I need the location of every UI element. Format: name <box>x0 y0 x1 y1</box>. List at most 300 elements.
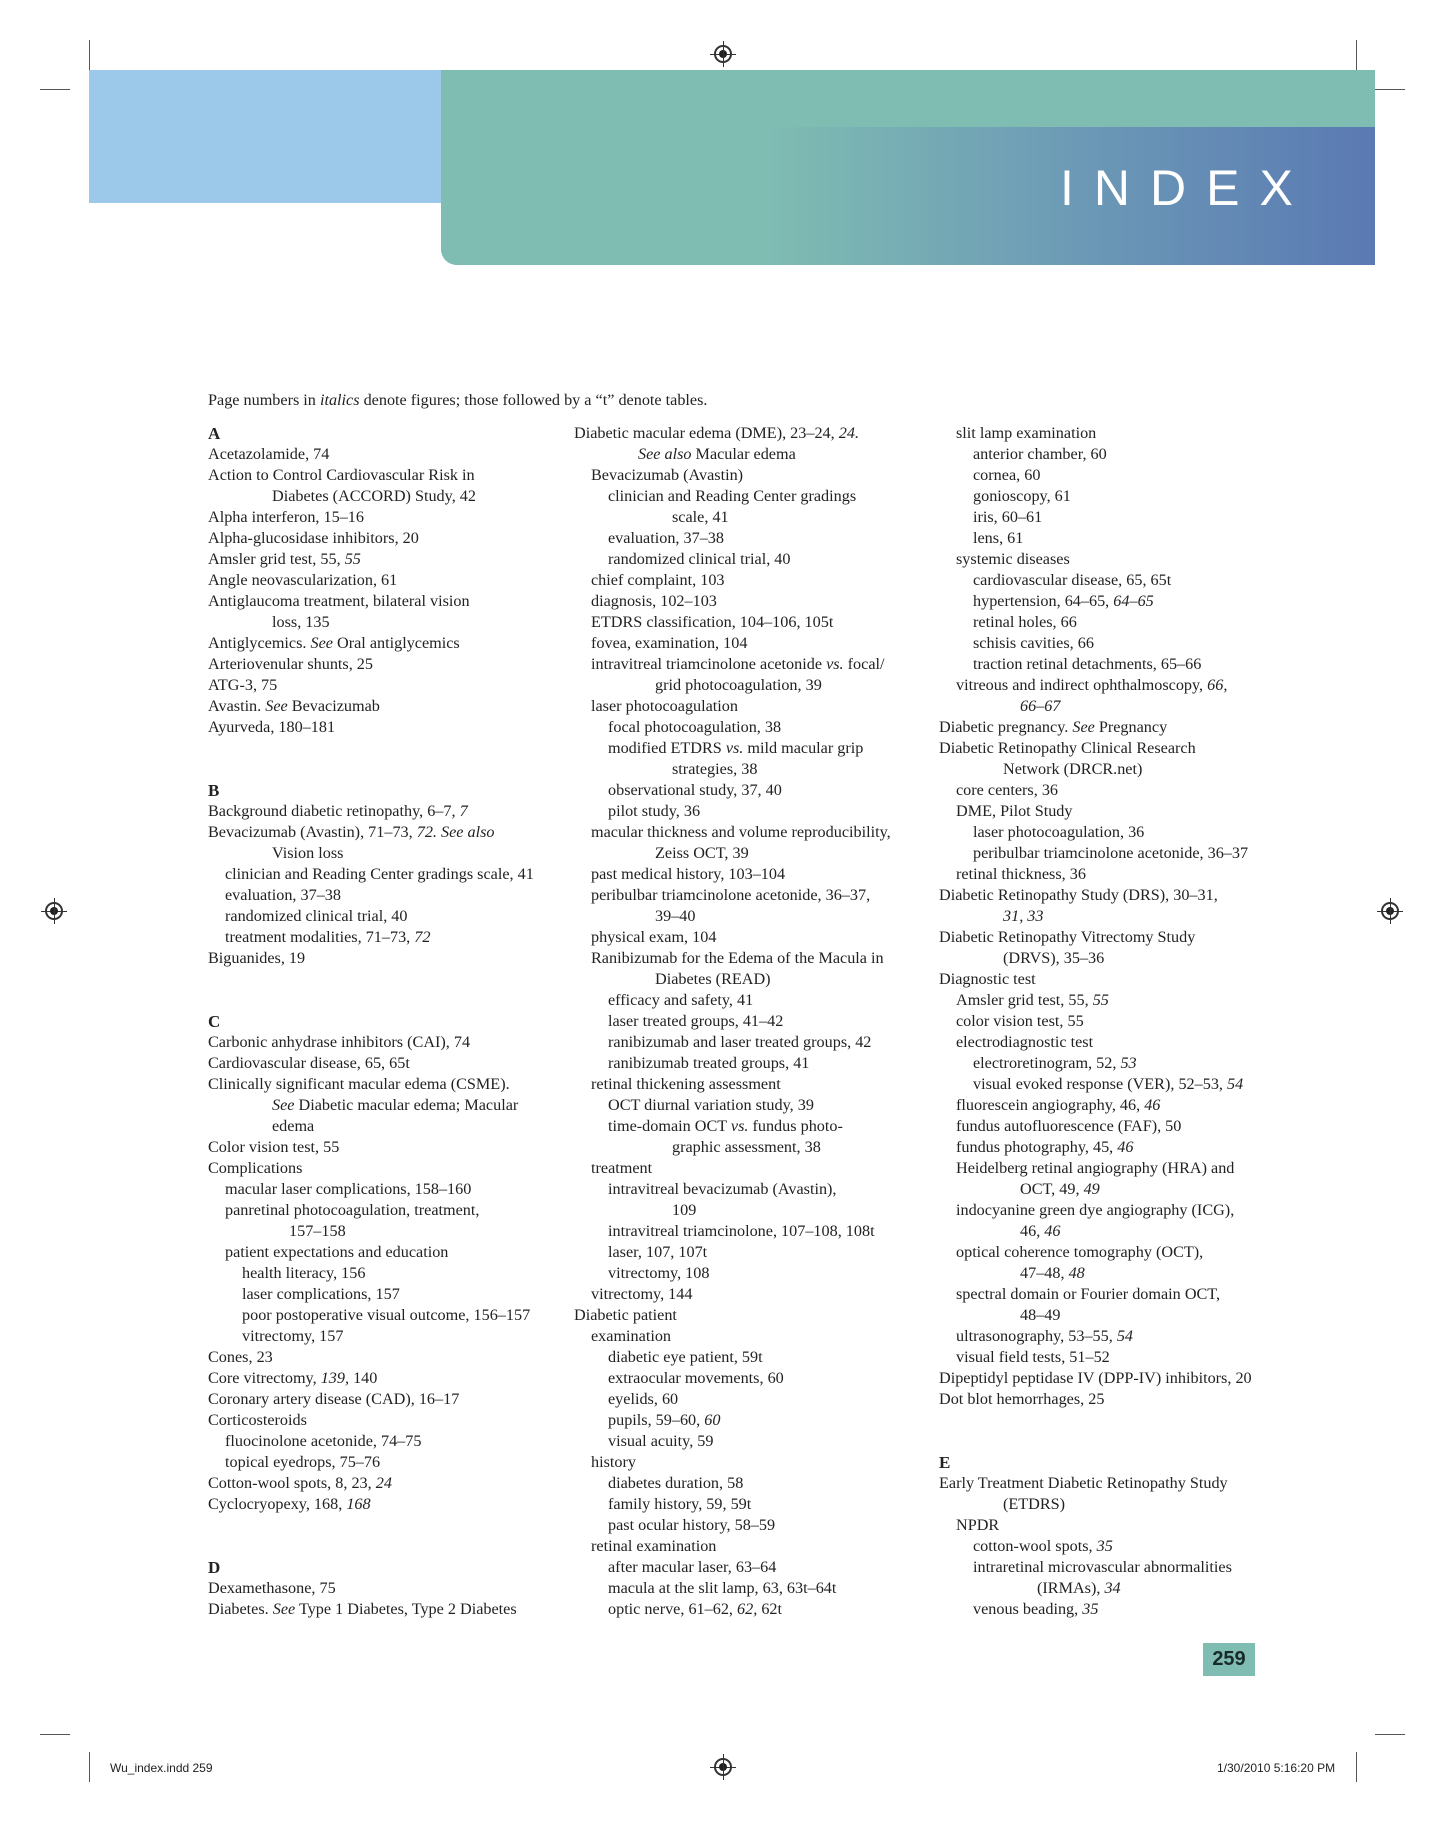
entry-text: Action to Control Cardiovascular Risk in <box>208 466 475 484</box>
index-entry <box>939 1347 1252 1368</box>
index-entry <box>574 864 891 885</box>
entry-text: vitreous and indirect ophthalmoscopy, <box>956 676 1208 694</box>
index-entry <box>574 1200 891 1221</box>
index-entry <box>939 1368 1252 1389</box>
index-entry <box>574 1011 891 1032</box>
index-entry <box>939 717 1252 738</box>
index-entry <box>574 486 891 507</box>
entry-italic-text: 24 <box>375 1474 392 1492</box>
page-number: 259 <box>1212 1648 1246 1670</box>
entry-text: Pregnancy <box>1094 718 1168 736</box>
entry-text: clinician and Reading Center gradings <box>608 487 857 505</box>
index-entry <box>208 906 534 927</box>
entry-text: laser photocoagulation <box>591 697 738 715</box>
entry-text: Antiglycemics. <box>208 634 311 652</box>
index-section-letter: A <box>208 424 221 443</box>
intro-text: Page numbers in <box>208 391 320 409</box>
index-entry <box>574 1557 891 1578</box>
entry-text: (DRVS), 35–36 <box>1003 949 1105 967</box>
index-entry <box>939 1536 1252 1557</box>
index-entry <box>574 1452 891 1473</box>
entry-text: spectral domain or Fourier domain OCT, <box>956 1285 1221 1303</box>
index-entry <box>939 1515 1252 1536</box>
entry-text: anterior chamber, 60 <box>973 445 1107 463</box>
entry-text: (ETDRS) <box>1003 1495 1066 1513</box>
entry-text: Color vision test, 55 <box>208 1138 340 1156</box>
entry-text: intravitreal triamcinolone, 107–108, 108t <box>608 1222 875 1240</box>
entry-text: fluocinolone acetonide, 74–75 <box>225 1432 422 1450</box>
entry-text: visual evoked response (VER), 52–53, <box>973 1075 1228 1093</box>
entry-italic-text: 35 <box>1082 1600 1099 1618</box>
entry-text: observational study, 37, 40 <box>608 781 782 799</box>
index-entry <box>939 1095 1252 1116</box>
index-entry <box>574 906 891 927</box>
entry-italic-text: 62, <box>737 1600 758 1618</box>
entry-text: Diabetic macular edema (DME), 23–24, <box>574 424 839 442</box>
index-entry <box>208 1263 534 1284</box>
index-entry <box>208 1305 534 1326</box>
entry-text: ETDRS classification, 104–106, 105t <box>591 613 834 631</box>
entry-text: laser, 107, 107t <box>608 1243 708 1261</box>
index-entry <box>208 570 534 591</box>
entry-text: time-domain OCT <box>608 1117 731 1135</box>
index-entry <box>939 1074 1252 1095</box>
entry-text: evaluation, 37–38 <box>225 886 341 904</box>
index-entry <box>939 948 1252 969</box>
index-entry <box>208 612 534 633</box>
entry-text: Vision loss <box>272 844 344 862</box>
entry-text: slit lamp examination <box>956 424 1097 442</box>
index-entry <box>939 1242 1252 1263</box>
entry-italic-text: vs. <box>730 1117 749 1135</box>
index-entry <box>939 1284 1252 1305</box>
index-entry <box>574 1284 891 1305</box>
index-entry <box>208 1179 534 1200</box>
entry-text: 39–40 <box>655 907 696 925</box>
index-entry <box>939 1032 1252 1053</box>
index-entry <box>939 612 1252 633</box>
entry-italic-text: See <box>310 634 333 652</box>
index-entry <box>208 1347 534 1368</box>
index-entry <box>574 465 891 486</box>
index-entry <box>939 822 1252 843</box>
entry-text: edema <box>272 1117 315 1135</box>
entry-text: randomized clinical trial, 40 <box>225 907 408 925</box>
index-entry <box>939 1137 1252 1158</box>
index-entry <box>574 1179 891 1200</box>
entry-text: NPDR <box>956 1516 1000 1534</box>
entry-text: scale, 41 <box>672 508 729 526</box>
index-entry <box>574 1389 891 1410</box>
entry-text: Diabetic pregnancy. <box>939 718 1073 736</box>
entry-text: diabetes duration, 58 <box>608 1474 744 1492</box>
entry-text: visual field tests, 51–52 <box>956 1348 1110 1366</box>
entry-text: 48–49 <box>1020 1306 1061 1324</box>
crop-mark <box>89 40 90 70</box>
index-entry <box>208 1368 534 1389</box>
entry-text: efficacy and safety, 41 <box>608 991 754 1009</box>
entry-text: Ayurveda, 180–181 <box>208 718 336 736</box>
index-entry <box>574 969 891 990</box>
index-entry <box>574 1431 891 1452</box>
index-entry <box>574 843 891 864</box>
index-entry <box>208 486 534 507</box>
index-entry <box>939 738 1252 759</box>
entry-text: Avastin. <box>208 697 266 715</box>
entry-text: patient expectations and education <box>225 1243 449 1261</box>
page-number-badge <box>1203 1643 1255 1676</box>
entry-text: laser photocoagulation, 36 <box>973 823 1145 841</box>
index-entry <box>208 1221 534 1242</box>
index-entry <box>939 759 1252 780</box>
entry-text: Dexamethasone, 75 <box>208 1579 336 1597</box>
index-entry <box>574 675 891 696</box>
entry-text: pilot study, 36 <box>608 802 701 820</box>
entry-text: Ranibizumab for the Edema of the Macula in <box>591 949 884 967</box>
entry-text: fundus autofluorescence (FAF), 50 <box>956 1117 1182 1135</box>
entry-text: macular laser complications, 158–160 <box>225 1180 472 1198</box>
entry-text: topical eyedrops, 75–76 <box>225 1453 381 1471</box>
index-entry <box>574 990 891 1011</box>
entry-italic-text: 54 <box>1227 1075 1244 1093</box>
index-entry <box>574 1368 891 1389</box>
crop-mark <box>1356 1752 1357 1782</box>
entry-text: traction retinal detachments, 65–66 <box>973 655 1202 673</box>
entry-text: extraocular movements, 60 <box>608 1369 784 1387</box>
entry-text: retinal thickness, 36 <box>956 865 1086 883</box>
entry-text: Type 1 Diabetes, Type 2 Diabetes <box>295 1600 517 1618</box>
index-entry <box>939 1473 1252 1494</box>
entry-text: Coronary artery disease (CAD), 16–17 <box>208 1390 460 1408</box>
entry-text: Dipeptidyl peptidase IV (DPP-IV) inhibitors, 20 <box>939 1369 1252 1387</box>
index-entry <box>939 465 1252 486</box>
registration-mark-icon <box>714 1758 732 1776</box>
entry-text: 47–48, <box>1020 1264 1069 1282</box>
entry-text: retinal holes, 66 <box>973 613 1077 631</box>
entry-text: intravitreal bevacizumab (Avastin), <box>608 1180 837 1198</box>
entry-text: DME, Pilot Study <box>956 802 1073 820</box>
index-entry <box>574 1095 891 1116</box>
entry-text: peribulbar triamcinolone acetonide, 36–37 <box>973 844 1249 862</box>
entry-text: 109 <box>672 1201 697 1219</box>
index-entry <box>574 549 891 570</box>
entry-text: gonioscopy, 61 <box>973 487 1071 505</box>
entry-text: fovea, examination, 104 <box>591 634 748 652</box>
index-entry <box>574 1410 891 1431</box>
index-entry <box>574 780 891 801</box>
entry-italic-text: 54 <box>1116 1327 1133 1345</box>
entry-text: Alpha-glucosidase inhibitors, 20 <box>208 529 419 547</box>
entry-italic-text: 34 <box>1104 1579 1121 1597</box>
slug-filename: Wu_index.indd 259 <box>110 1761 213 1775</box>
index-entry <box>208 948 534 969</box>
entry-text: Zeiss OCT, 39 <box>655 844 749 862</box>
index-entry <box>574 1494 891 1515</box>
index-entry <box>208 1137 534 1158</box>
entry-text: vitrectomy, 157 <box>242 1327 344 1345</box>
entry-italic-text: 64–65 <box>1113 592 1154 610</box>
index-entry <box>939 591 1252 612</box>
entry-text: Cotton-wool spots, 8, 23, <box>208 1474 376 1492</box>
crop-mark <box>40 89 70 90</box>
index-entry <box>574 1242 891 1263</box>
index-entry <box>939 444 1252 465</box>
index-entry <box>208 654 534 675</box>
entry-text: Cones, 23 <box>208 1348 273 1366</box>
entry-text: poor postoperative visual outcome, 156–157 <box>242 1306 531 1324</box>
index-entry <box>574 1536 891 1557</box>
index-entry <box>939 696 1252 717</box>
index-entry <box>208 1410 534 1431</box>
entry-italic-text: 48 <box>1068 1264 1085 1282</box>
entry-text: grid photocoagulation, 39 <box>655 676 822 694</box>
index-entry <box>939 780 1252 801</box>
entry-text: treatment modalities, 71–73, <box>225 928 415 946</box>
entry-text: 62t <box>757 1600 782 1618</box>
entry-text: Corticosteroids <box>208 1411 307 1429</box>
index-entry <box>208 1242 534 1263</box>
entry-text: Arteriovenular shunts, 25 <box>208 655 373 673</box>
entry-text: hypertension, 64–65, <box>973 592 1114 610</box>
entry-text: iris, 60–61 <box>973 508 1043 526</box>
index-entry <box>208 1158 534 1179</box>
entry-italic-text: See <box>272 1600 296 1618</box>
entry-text: Complications <box>208 1159 303 1177</box>
entry-text: vitrectomy, 144 <box>591 1285 693 1303</box>
entry-italic-text: 55 <box>344 550 361 568</box>
entry-text: core centers, 36 <box>956 781 1059 799</box>
entry-text: physical exam, 104 <box>591 928 717 946</box>
entry-text: OCT diurnal variation study, 39 <box>608 1096 814 1114</box>
index-entry <box>208 843 534 864</box>
entry-text: panretinal photocoagulation, treatment, <box>225 1201 480 1219</box>
index-entry <box>939 1116 1252 1137</box>
entry-text: intraretinal microvascular abnormalities <box>973 1558 1232 1576</box>
entry-text: modified ETDRS <box>608 739 726 757</box>
index-entry <box>208 1452 534 1473</box>
entry-italic-text: vs. <box>826 655 844 673</box>
entry-text: Acetazolamide, 74 <box>208 445 330 463</box>
index-entry <box>574 444 891 465</box>
entry-text: graphic assessment, 38 <box>672 1138 821 1156</box>
index-entry <box>208 927 534 948</box>
page-title: INDEX <box>1060 160 1313 216</box>
entry-text: Dot blot hemorrhages, 25 <box>939 1390 1105 1408</box>
entry-text: Early Treatment Diabetic Retinopathy Study <box>939 1474 1228 1492</box>
entry-italic-text: 72. See also <box>416 823 495 841</box>
index-entry <box>208 1431 534 1452</box>
index-section-letter: D <box>208 1558 221 1577</box>
index-entry <box>574 1158 891 1179</box>
section-gap <box>208 1515 534 1557</box>
index-entry <box>574 1326 891 1347</box>
index-entry <box>574 570 891 591</box>
entry-text: pupils, 59–60, <box>608 1411 705 1429</box>
entry-italic-text: vs. <box>725 739 744 757</box>
index-entry <box>208 885 534 906</box>
entry-text: Diabetes (READ) <box>655 970 771 988</box>
entry-text: systemic diseases <box>956 550 1070 568</box>
entry-text: strategies, 38 <box>672 760 758 778</box>
index-entry <box>939 927 1252 948</box>
entry-text: ATG-3, 75 <box>208 676 278 694</box>
entry-text: Macular edema <box>691 445 796 463</box>
index-entry <box>939 969 1252 990</box>
entry-text: Bevacizumab (Avastin) <box>591 466 744 484</box>
entry-text: Bevacizumab <box>287 697 380 715</box>
index-entry <box>574 612 891 633</box>
index-entry <box>208 1116 534 1137</box>
entry-text: retinal thickening assessment <box>591 1075 781 1093</box>
entry-text: Background diabetic retinopathy, 6–7, <box>208 802 460 820</box>
index-entry <box>939 1221 1252 1242</box>
entry-text: visual acuity, 59 <box>608 1432 714 1450</box>
index-entry <box>208 1095 534 1116</box>
entry-italic-text: 49 <box>1083 1180 1100 1198</box>
entry-italic-text: See <box>272 1096 295 1114</box>
index-entry <box>208 444 534 465</box>
entry-text: fundus photo- <box>748 1117 843 1135</box>
index-column-2 <box>574 423 891 1620</box>
index-entry <box>574 591 891 612</box>
intro-italic-text: italics <box>319 391 360 409</box>
entry-text: Heidelberg retinal angiography (HRA) and <box>956 1159 1235 1177</box>
entry-text: Diabetes. <box>208 1600 273 1618</box>
index-entry <box>574 885 891 906</box>
index-entry <box>574 423 891 444</box>
index-entry <box>208 696 534 717</box>
entry-text: Diabetic Retinopathy Clinical Research <box>939 739 1196 757</box>
index-entry <box>939 801 1252 822</box>
entry-text: health literacy, 156 <box>242 1264 366 1282</box>
index-entry <box>939 423 1252 444</box>
entry-text: fluorescein angiography, 46, <box>956 1096 1145 1114</box>
index-entry <box>574 759 891 780</box>
index-entry <box>574 1515 891 1536</box>
entry-text: mild macular grip <box>743 739 864 757</box>
crop-mark <box>1375 89 1405 90</box>
index-entry <box>574 1305 891 1326</box>
entry-italic-text: 139, <box>320 1369 350 1387</box>
entry-text: laser complications, 157 <box>242 1285 400 1303</box>
slug-timestamp: 1/30/2010 5:16:20 PM <box>1217 1761 1336 1775</box>
entry-text: Diabetic Retinopathy Vitrectomy Study <box>939 928 1196 946</box>
index-entry <box>574 1599 891 1620</box>
intro-text: denote figures; those followed by a “t” denote tables. <box>359 391 708 409</box>
entry-italic-text: See <box>265 697 288 715</box>
index-entry <box>574 927 891 948</box>
index-entry <box>208 528 534 549</box>
entry-italic-text: See <box>1072 718 1095 736</box>
entry-text: Diagnostic test <box>939 970 1036 988</box>
index-entry <box>208 717 534 738</box>
entry-text: macula at the slit lamp, 63, 63t–64t <box>608 1579 837 1597</box>
entry-text: Amsler grid test, 55, <box>956 991 1093 1009</box>
entry-text: Diabetes (ACCORD) Study, 42 <box>272 487 476 505</box>
index-section-letter: B <box>208 781 220 800</box>
entry-text: Amsler grid test, 55, <box>208 550 345 568</box>
entry-text: Oral antiglycemics <box>332 634 460 652</box>
entry-text: peribulbar triamcinolone acetonide, 36–37, <box>591 886 871 904</box>
registration-mark-icon <box>1381 902 1399 920</box>
index-entry <box>208 633 534 654</box>
index-entry <box>939 486 1252 507</box>
index-entry <box>208 864 534 885</box>
entry-text: (IRMAs), <box>1037 1579 1105 1597</box>
entry-text: intravitreal triamcinolone acetonide <box>591 655 827 673</box>
index-entry <box>208 1053 534 1074</box>
index-entry <box>574 738 891 759</box>
index-entry <box>574 1074 891 1095</box>
entry-text: cardiovascular disease, 65, 65t <box>973 571 1172 589</box>
entry-text: schisis cavities, 66 <box>973 634 1094 652</box>
entry-text: OCT, 49, <box>1020 1180 1084 1198</box>
banner-light-blue-block <box>89 70 455 203</box>
entry-text: laser treated groups, 41–42 <box>608 1012 784 1030</box>
index-entry <box>574 717 891 738</box>
entry-text: ranibizumab treated groups, 41 <box>608 1054 810 1072</box>
index-entry <box>208 1389 534 1410</box>
index-entry <box>939 990 1252 1011</box>
entry-italic-text: See also <box>638 445 692 463</box>
index-section-letter: E <box>939 1453 951 1472</box>
entry-text: diabetic eye patient, 59t <box>608 1348 763 1366</box>
entry-text: Diabetic patient <box>574 1306 677 1324</box>
index-entry <box>208 675 534 696</box>
index-entry <box>208 1578 534 1599</box>
index-entry <box>574 1116 891 1137</box>
entry-italic-text: 53 <box>1120 1054 1137 1072</box>
entry-text: Diabetic Retinopathy Study (DRS), 30–31, <box>939 886 1218 904</box>
entry-text: ranibizumab and laser treated groups, 42 <box>608 1033 872 1051</box>
entry-text: Alpha interferon, 15–16 <box>208 508 364 526</box>
entry-text: retinal examination <box>591 1537 717 1555</box>
entry-text: eyelids, 60 <box>608 1390 679 1408</box>
index-entry <box>939 1200 1252 1221</box>
index-entry <box>939 1263 1252 1284</box>
entry-italic-text: 72 <box>414 928 431 946</box>
index-entry <box>208 465 534 486</box>
index-entry <box>939 1053 1252 1074</box>
index-entry <box>939 1326 1252 1347</box>
entry-text: venous beading, <box>973 1600 1083 1618</box>
crop-mark <box>89 1752 90 1782</box>
index-entry <box>208 507 534 528</box>
entry-italic-text: 24. <box>838 424 859 442</box>
entry-italic-text: 55 <box>1092 991 1109 1009</box>
index-entry <box>939 864 1252 885</box>
entry-italic-text: 168 <box>346 1495 371 1513</box>
entry-text: Antiglaucoma treatment, bilateral vision <box>208 592 470 610</box>
index-entry <box>939 1179 1252 1200</box>
entry-text: indocyanine green dye angiography (ICG), <box>956 1201 1235 1219</box>
index-entry <box>574 948 891 969</box>
index-entry <box>574 1263 891 1284</box>
entry-text: optic nerve, 61–62, <box>608 1600 738 1618</box>
entry-text: loss, 135 <box>272 613 330 631</box>
index-entry <box>939 1011 1252 1032</box>
index-entry <box>208 801 534 822</box>
index-entry <box>939 1494 1252 1515</box>
index-entry <box>208 591 534 612</box>
entry-text: macular thickness and volume reproducibility, <box>591 823 891 841</box>
index-entry <box>939 549 1252 570</box>
entry-text: fundus photography, 45, <box>956 1138 1118 1156</box>
index-entry <box>208 1284 534 1305</box>
entry-text: treatment <box>591 1159 653 1177</box>
index-entry <box>574 1347 891 1368</box>
entry-text: electrodiagnostic test <box>956 1033 1094 1051</box>
